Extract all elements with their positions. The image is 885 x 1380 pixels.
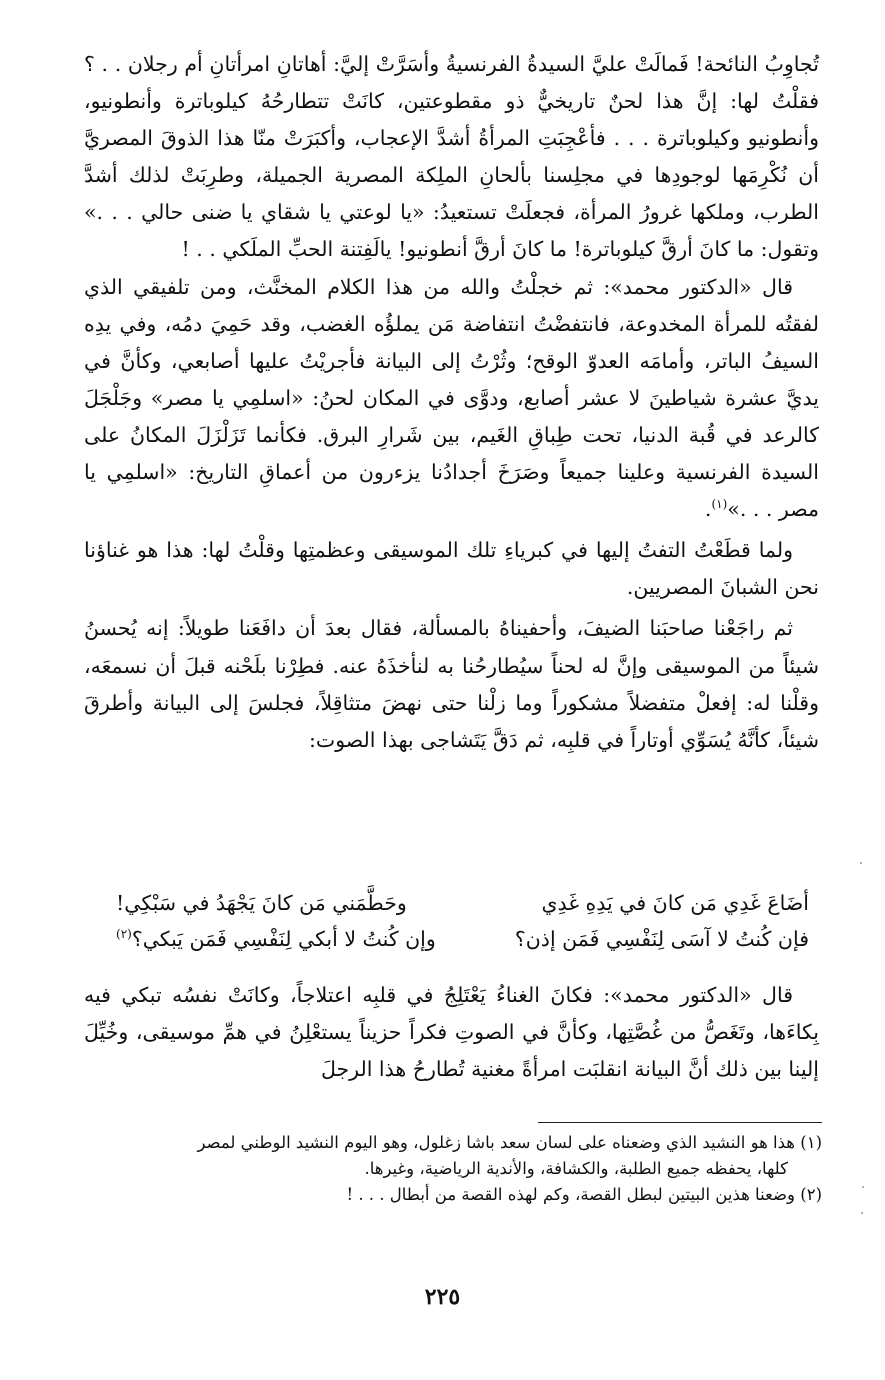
footnote-1: (١) هذا هو النشيد الذي وضعناه على لسان سعد باشا زغلول، وهو اليوم النشيد الوطني لمصر bbox=[197, 1133, 822, 1152]
verse-1-first-hemistich: أضَاعَ غَدِي مَن كانَ في يَدِهِ غَدِي bbox=[541, 891, 809, 915]
paragraph-2-end: . bbox=[704, 497, 712, 522]
paragraph-3: ولما قطَعْتُ التفتُ إليها في كبرياءِ تلك الموسيقى وعظمتِها وقلْتُ لها: هذا هو غناؤنا نحن الشبانَ المصريين. bbox=[84, 538, 819, 600]
main-text-continued bbox=[84, 977, 819, 1088]
footnote-2: (٢) وضعنا هذين البيتين لبطل القصة، وكم لهذه القصة من أبطال . . . ! bbox=[346, 1185, 822, 1204]
main-text bbox=[84, 46, 819, 759]
poem-verse-2 bbox=[84, 921, 819, 957]
page-number: ٢٢٥ bbox=[424, 1284, 461, 1310]
paragraph-2-text: قال «الدكتور محمد»: ثم خجلْتُ والله من هذا الكلام المخنَّث، ومن تلفيقي الذي لفقتُه للمرأة المخدوعة، فانتفضْتُ انتفاضة مَن يملؤُه الغضب، وقد حَمِيَ دمُه، وفي يدِه السيفُ الباتر، وأمامَه العدوّ الوقح؛ وثُرْتُ إلى البيانة فأجريْتُ عليها أصابعي، وكأنَّ في يديَّ عشرة شياطينَ لا عشر أصابع، ودوَّى في المكان لحنُ: «اسلمِي يا مصر» وجَلْجَلَ كالرعد في قُبة الدنيا، تحت طِباقِ الغَيم، بين شَرارِ البرق. فكأنما تَزَلْزَلَ المكانُ على السيدة الفرنسية وعلينا جميعاً وصَرَخَ أجدادُنا يزءرون من أعماقِ التاريخ: «اسلمِي يا مصر . . .» bbox=[84, 274, 819, 522]
poem-verse-1 bbox=[84, 885, 819, 921]
paragraph-5: قال «الدكتور محمد»: فكانَ الغناءُ يَعْتَلِجُ في قلبِه اعتلاجاً، وكانَتْ نفسُه تبكي فيه بِكاءَها، وتَغَصُّ من غُصَّتِها، وكأنَّ في الصوتِ فكراً حزيناً يستعْلِنُ في همِّ موسيقى، وخُيِّلَ إلينا بين ذلك أنَّ البيانة انقلبَت امرأةً مغنية تُطارحُ هذا الرجلَ bbox=[84, 983, 819, 1082]
footnote-separator bbox=[538, 1122, 822, 1123]
footnote-ref-2[interactable]: (٢) bbox=[116, 927, 132, 942]
paragraph-1: تُجاوِبُ النائحة! فَمالَتْ عليَّ السيدةُ الفرنسيةُ وأسَرَّتْ إليَّ: أهاتانِ امرأتانِ أم رجلان . . ؟ فقلْتُ لها: إنَّ هذا لحنٌ تاريخيٌّ ذو مقطوعتين، كانَتْ تتطارحُهُ كيلوباترة وأنطونيو، وأنطونيو وكيلوباترة . . . فأعْجِبَتِ المرأةُ أشدَّ الإعجاب، وأكبَرَتْ منّا هذا الذوقَ المصريَّ أن نُكْرِمَها لوجودِها في مجلِسنا بألحانِ الملِكة المصرية الجميلة، وطرِبَتْ لذلك أشدَّ الطرب، وملكها غرورُ المرأة، فجعلَتْ تستعيدُ: «يا لوعتي يا شقاي يا ضنى حالي . . .» وتقول: ما كانَ أرقَّ كيلوباترة! ما كانَ أرقَّ أنطونيو! يالَفِتنة الحبِّ الملَكي . . ! bbox=[84, 52, 819, 262]
footnote-1-continued: كلها، يحفظه جميع الطلبة، والكشافة، والأندية الرياضية، وغيرها. bbox=[364, 1159, 788, 1178]
scan-speck bbox=[860, 862, 862, 864]
paragraph-4: ثم راجَعْنا صاحبَنا الضيفَ، وأحفيناهُ بالمسألة، فقال بعدَ أن دافَعَنا طويلاً: إنه يُحسنُ شيئاً من الموسيقى وإنَّ له لحناً سيُطارحُنا به لنأخذَهُ عنه. فطِرْنا بلَحْنه قبلَ أن نسمعَه، وقلْنا له: إفعلْ متفضلاً مشكوراً وما زلْنا حتى نهضَ متثاقِلاً، فجلسَ إلى البيانة وأطرقَ شيئاً، كأنَّهُ يُسَوِّي أوتاراً في قلبِه، ثم دَقَّ يَتَشاجى بهذا الصوت: bbox=[84, 616, 819, 752]
scan-speck bbox=[861, 1212, 863, 1214]
verse-2-first-hemistich: فإن كُنتُ لا آسَى لِنَفْسِي فَمَن إذن؟ bbox=[514, 927, 809, 951]
paragraph-2 bbox=[84, 269, 819, 529]
verse-1-second-hemistich: وحَطَّمَني مَن كانَ يَجْهَدُ في سَبْكِي! bbox=[116, 891, 407, 915]
verse-2-second-hemistich bbox=[116, 921, 436, 957]
footnote-ref-1[interactable]: (١) bbox=[711, 497, 728, 512]
poem bbox=[84, 885, 819, 957]
verse-2-second-hemistich-text: وإن كُنتُ لا أبكي لِنَفْسِي فَمَن يَبكي؟ bbox=[131, 927, 436, 951]
footnotes bbox=[84, 1130, 822, 1208]
scan-speck bbox=[862, 1186, 864, 1188]
